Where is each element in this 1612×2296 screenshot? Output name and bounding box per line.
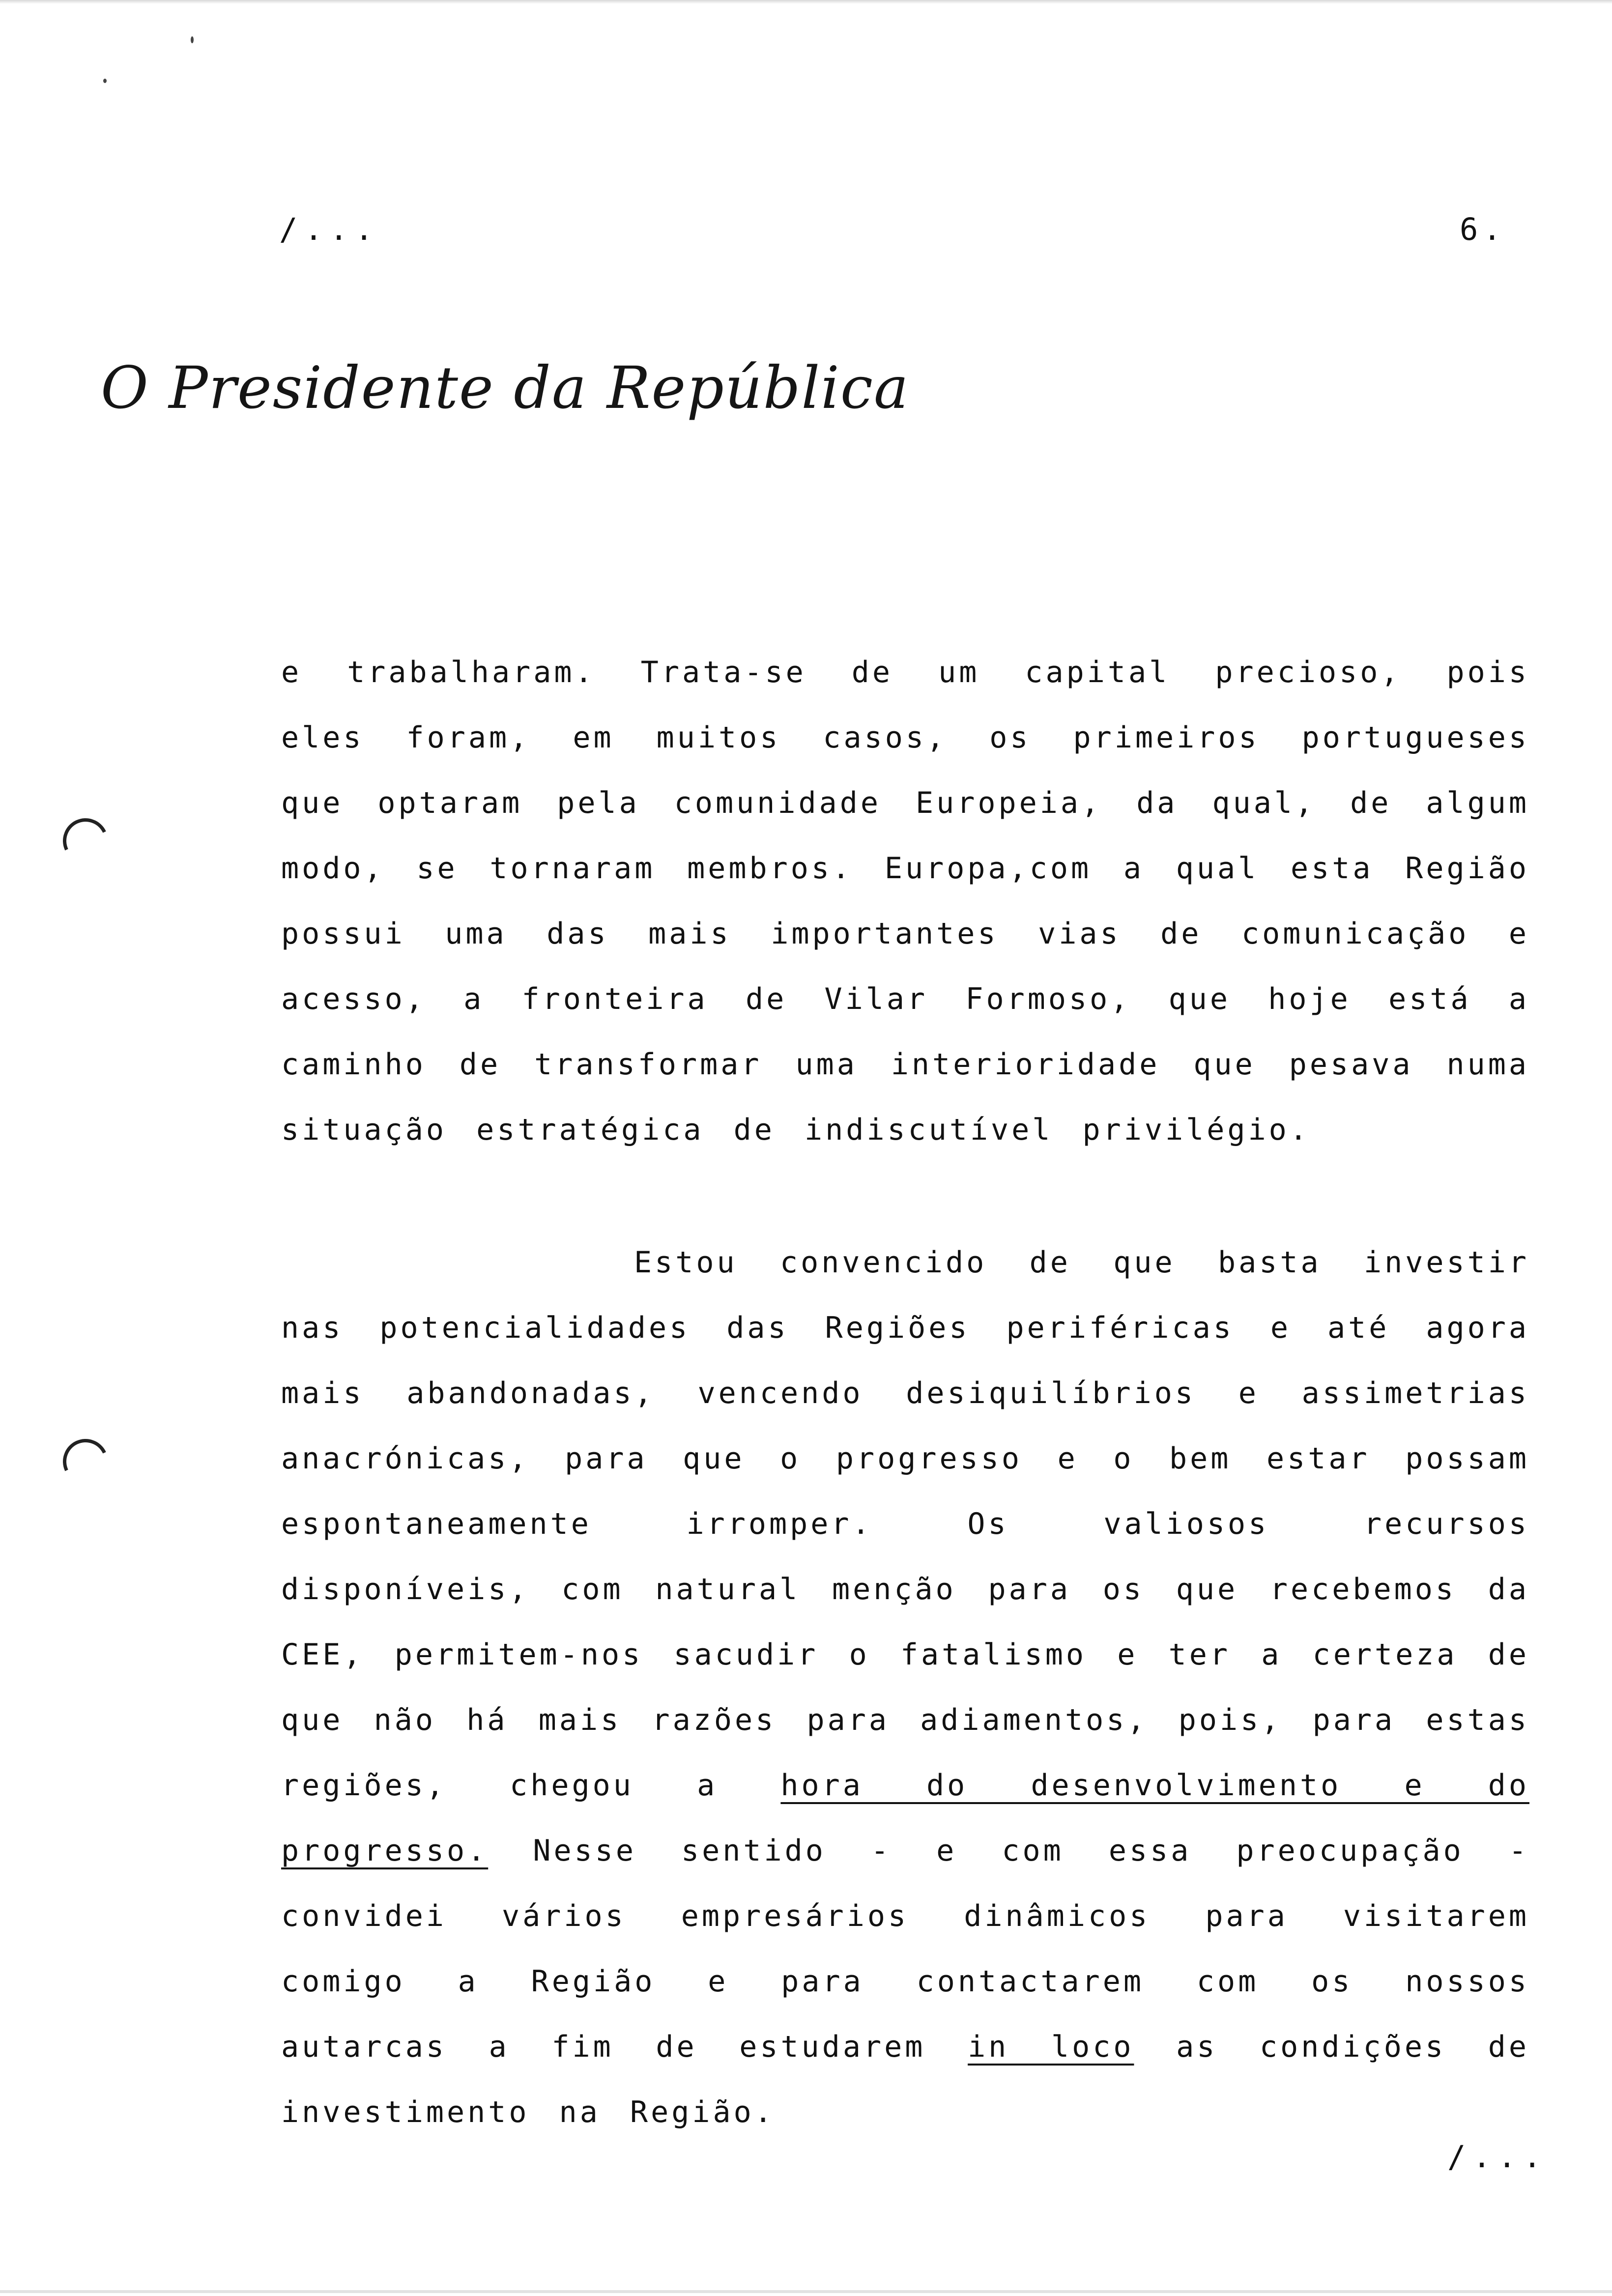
paragraph-2 <box>281 1230 1529 2145</box>
underlined-phrase-in-loco: in loco <box>968 2030 1134 2064</box>
punch-hole-mark-upper <box>57 812 115 870</box>
paragraph-2-text-end: as condições de investimento na Região. <box>281 2030 1529 2129</box>
footer-continuation-mark: /... <box>1447 2139 1549 2175</box>
punch-hole-mark-lower <box>57 1433 115 1491</box>
scan-edge-bottom <box>0 2290 1612 2293</box>
header-continuation-mark: /... <box>279 211 380 247</box>
letterhead-title: O Presidente da República <box>101 354 910 422</box>
scan-speck <box>103 79 107 83</box>
page-number: 6. <box>1460 211 1506 247</box>
underlined-phrase-hora-do-desenvolvimento: hora do desenvolvimento e do progresso. <box>281 1768 1529 1868</box>
paragraph-2-text-start: Estou convencido de que basta investir nas potencialidades das Regiões periféricas e até agora mais abandonadas, vencendo desiquilíbrios e assimetrias anacrónicas, para que o progresso e o bem estar possam espontaneamente irromper. Os valiosos recursos disponíveis, com natural menção para os que recebemos da CEE, permitem-nos sacudir o fatalismo e ter a certeza de que não há mais razões para adiamentos, pois, para estas regiões, chegou a <box>281 1245 1529 1803</box>
scan-edge-top <box>0 0 1612 4</box>
paragraph-1-text: e trabalharam. Trata-se de um capital precioso, pois eles foram, em muitos casos, os primeiros portugueses que optaram pela comunidade Europeia, da qual, de algum modo, se tornaram membros. Europa,com a qual esta Região possui uma das mais importantes vias de comunicação e acesso, a fronteira de Vilar Formoso, que hoje está a caminho de transformar uma interioridade que pesava numa situação estratégica de indiscutível privilégio. <box>281 655 1529 1147</box>
scan-speck <box>191 36 194 43</box>
paragraph-1 <box>281 640 1529 1163</box>
paragraph-2-text-middle: Nesse sentido - e com essa preocupação - convidei vários empresários dinâmicos para visitarem comigo a Região e para contactarem com os nossos autarcas a fim de estudarem <box>281 1834 1529 2064</box>
